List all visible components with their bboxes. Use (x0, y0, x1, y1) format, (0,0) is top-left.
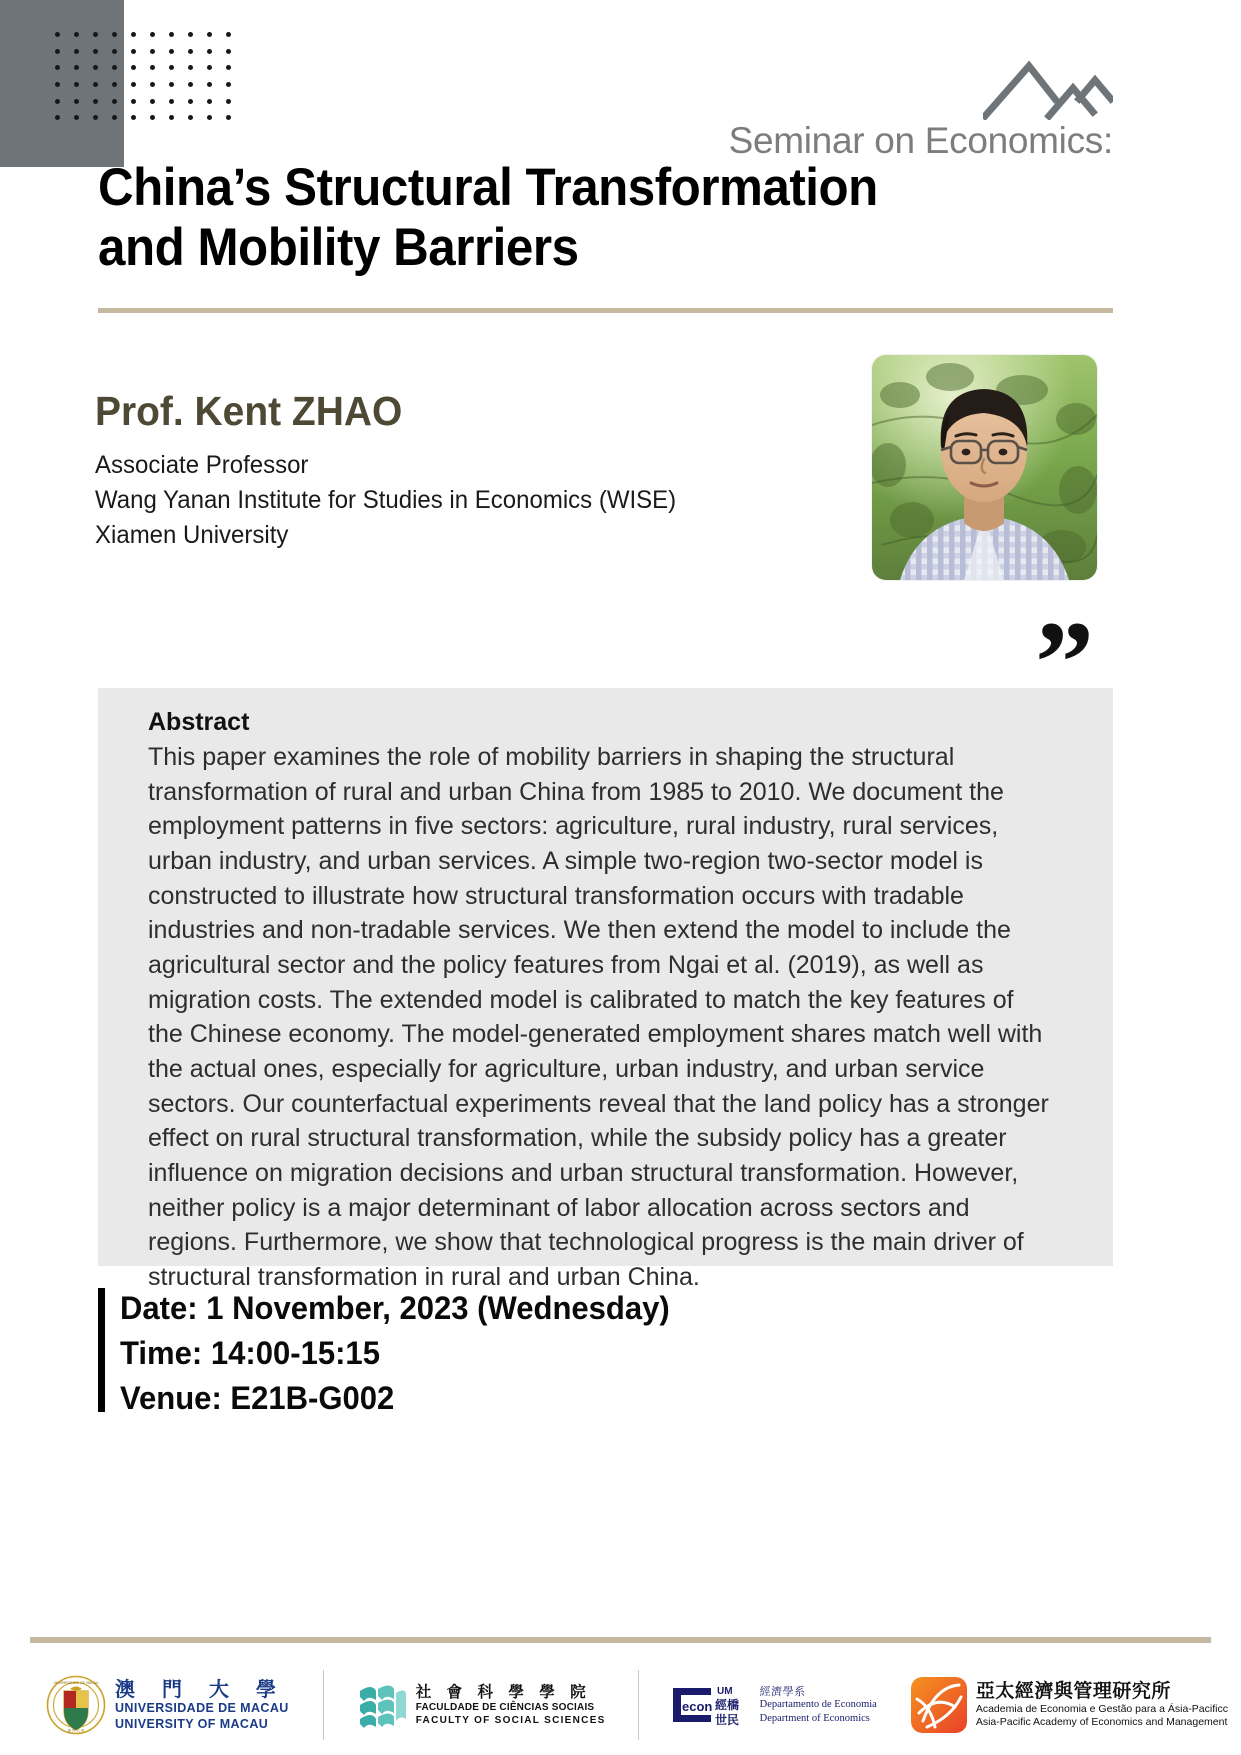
grid-dot (93, 99, 98, 104)
grid-dot (131, 49, 136, 54)
event-details (120, 1286, 670, 1421)
grid-dot (112, 99, 117, 104)
grid-dot (169, 99, 174, 104)
svg-text:UNIVERSIDADE DE MACAU: UNIVERSIDADE DE MACAU (53, 1681, 99, 1685)
grid-dot (93, 49, 98, 54)
grid-dot (55, 65, 60, 70)
grid-dot (131, 32, 136, 37)
grid-dot (112, 115, 117, 120)
fss-logo-cn: 社 會 科 學 學 院 (415, 1682, 591, 1701)
globe-sphere-icon (911, 1677, 967, 1733)
event-accent-bar (98, 1288, 105, 1412)
grid-dot (150, 32, 155, 37)
grid-dot (93, 65, 98, 70)
grid-dot (112, 32, 117, 37)
title-line-1: China’s Structural Transformation (98, 158, 878, 217)
econ-mark-text: econ (681, 1699, 712, 1714)
grid-dot (93, 32, 98, 37)
grid-dot (150, 99, 155, 104)
seminar-kicker: Seminar on Economics: (728, 120, 1113, 161)
abstract-content (148, 708, 1068, 1295)
grid-dot (150, 49, 155, 54)
grid-dot (207, 99, 212, 104)
grid-dot (226, 49, 231, 54)
grid-dot (188, 82, 193, 87)
speaker-affiliation: Wang Yanan Institute for Studies in Economics (WISE) (95, 485, 677, 514)
abstract-heading: Abstract (148, 708, 250, 736)
grid-dot (188, 99, 193, 104)
grid-dot (150, 82, 155, 87)
grid-dot (55, 82, 60, 87)
grid-dot (112, 65, 117, 70)
um-logo-en: UNIVERSITY OF MACAU (115, 1716, 269, 1731)
logo-asia-pacific-academy (911, 1666, 1228, 1744)
econ-mark-cn2: 世民 (714, 1713, 739, 1727)
grid-dot (131, 115, 136, 120)
svg-text:澳 門 大 學: 澳 門 大 學 (67, 1729, 85, 1733)
grid-dot (188, 49, 193, 54)
divider-top (98, 308, 1113, 313)
um-logo-pt: UNIVERSIDADE DE MACAU (115, 1700, 289, 1715)
grid-dot (188, 65, 193, 70)
grid-dot (226, 32, 231, 37)
speaker-name: Prof. Kent ZHAO (95, 388, 403, 434)
grid-dot (74, 99, 79, 104)
grid-dot (188, 115, 193, 120)
mountain-range-icon (983, 58, 1113, 120)
grid-dot (207, 49, 212, 54)
logo-faculty-of-social-sciences (356, 1666, 606, 1744)
um-econ-mark-icon (669, 1680, 753, 1730)
logo-university-of-macau (46, 1666, 289, 1744)
logo-divider (638, 1670, 639, 1740)
grid-dot (74, 82, 79, 87)
speaker-title: Associate Professor (95, 451, 309, 479)
grid-dot (55, 32, 60, 37)
page-title (98, 158, 1113, 279)
divider-bottom (30, 1637, 1211, 1643)
grid-dot (131, 82, 136, 87)
grid-dot (169, 82, 174, 87)
speaker-details (95, 448, 786, 552)
grid-dot (131, 65, 136, 70)
dot-grid-decoration (55, 32, 245, 132)
fss-monogram-icon (356, 1679, 408, 1731)
grid-dot (169, 65, 174, 70)
grid-dot (207, 65, 212, 70)
grid-dot (226, 115, 231, 120)
um-crest-icon (46, 1675, 106, 1735)
grid-dot (226, 99, 231, 104)
grid-dot (188, 32, 193, 37)
apaem-logo-en: Asia-Pacific Academy of Economics and Management (975, 1716, 1228, 1729)
speaker-photo (872, 355, 1097, 580)
apaem-logo-pt: Academia de Economia e Gestão para a Ásia-Pacificc (975, 1702, 1228, 1715)
fss-logo-pt: FACULDADE DE CIÊNCIAS SOCIAIS (415, 1702, 595, 1714)
portrait-illustration (872, 355, 1097, 580)
grid-dot (226, 82, 231, 87)
econ-logo-cn: 經濟學系 (759, 1684, 806, 1698)
grid-dot (74, 65, 79, 70)
grid-dot (93, 82, 98, 87)
speaker-institution: Xiamen University (95, 520, 289, 549)
abstract-body: This paper examines the role of mobility barriers in shaping the structural transformation of rural and urban China from 1985 to 2010. We document the employment patterns in five sectors: agriculture, rural industry, rural services, urban industry, and urban services. A simple two-region two-sector model is constructed to illustrate how structural transformation occurs with tradable industries and non-tradable services. We then extend the model to include the agricultural sector and the policy features from Ngai et al. (2019), as well as migration costs. The extended model is calibrated to match the key features of the Chinese economy. The model-generated employment shares match well with the actual ones, especially for agriculture, urban industry, and urban service sectors. Our counterfactual experiments reveal that the land policy has a stronger effect on rural structural transformation, while the subsidy policy has a greater influence on migration decisions and urban structural transformation. However, neither policy is a major determinant of labor allocation across sectors and regions. Furthermore, we show that technological progress is the main driver of structural transformation in rural and urban China. (148, 743, 1049, 1292)
grid-dot (55, 115, 60, 120)
grid-dot (169, 49, 174, 54)
grid-dot (169, 115, 174, 120)
event-date: Date: 1 November, 2023 (Wednesday) (120, 1290, 670, 1326)
econ-logo-pt: Departamento de Economia (759, 1699, 877, 1711)
grid-dot (226, 65, 231, 70)
grid-dot (207, 115, 212, 120)
apaem-logo-cn: 亞太經濟與管理研究所 (975, 1679, 1171, 1702)
um-logo-cn: 澳 門 大 學 (115, 1676, 286, 1701)
title-line-2: and Mobility Barriers (98, 218, 579, 278)
econ-mark-um: UM (716, 1686, 733, 1697)
grid-dot (150, 65, 155, 70)
logo-divider (323, 1670, 324, 1740)
fss-logo-en: FACULTY OF SOCIAL SCIENCES (415, 1715, 606, 1727)
logo-department-of-economics (669, 1666, 877, 1744)
grid-dot (55, 99, 60, 104)
grid-dot (207, 82, 212, 87)
grid-dot (131, 99, 136, 104)
grid-dot (93, 115, 98, 120)
event-venue: Venue: E21B-G002 (120, 1380, 395, 1417)
footer-logo-bar (0, 1655, 1241, 1755)
grid-dot (112, 82, 117, 87)
econ-logo-en: Department of Economics (759, 1712, 870, 1724)
grid-dot (150, 115, 155, 120)
econ-mark-cn1: 經橋 (714, 1698, 739, 1712)
event-time: Time: 14:00-15:15 (120, 1335, 380, 1372)
grid-dot (55, 49, 60, 54)
grid-dot (74, 32, 79, 37)
grid-dot (207, 32, 212, 37)
quotation-mark-icon: ” (1035, 597, 1092, 728)
grid-dot (112, 49, 117, 54)
grid-dot (74, 115, 79, 120)
grid-dot (169, 32, 174, 37)
grid-dot (74, 49, 79, 54)
